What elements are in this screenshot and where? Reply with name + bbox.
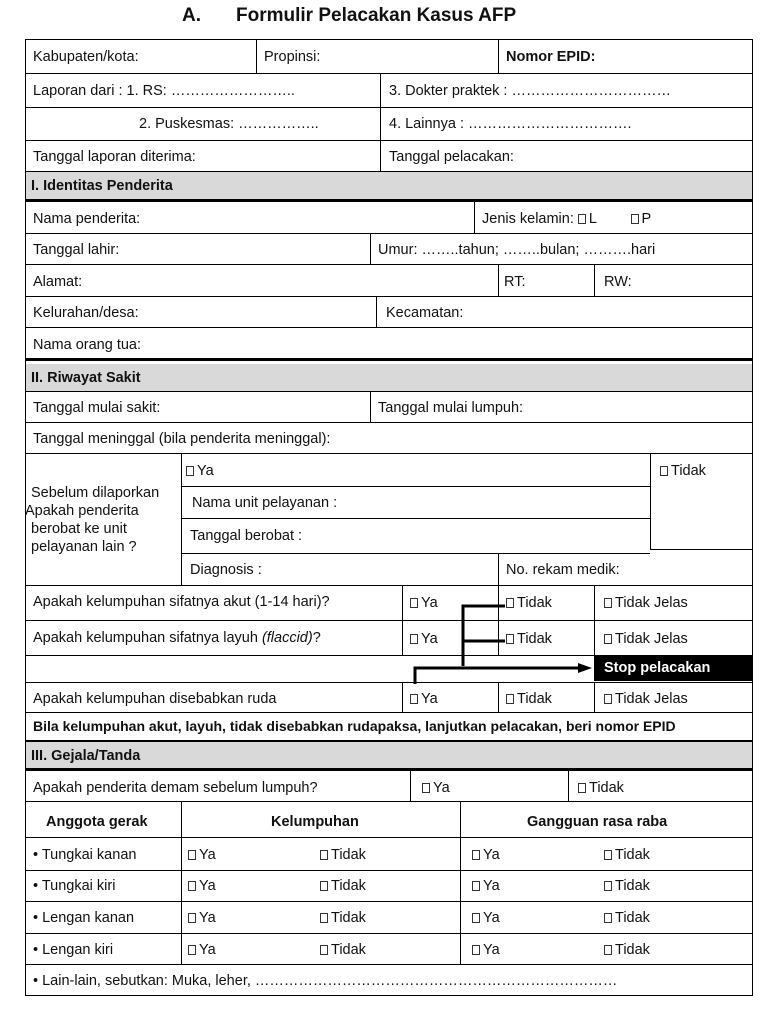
option-ya: Ya: [483, 942, 500, 958]
kelumpuhan-tidak[interactable]: [320, 877, 366, 895]
rasa-raba-tidak[interactable]: [604, 909, 650, 927]
rasa-raba-tidak[interactable]: [604, 941, 650, 959]
q-layuh-italic: (flaccid): [261, 630, 313, 646]
limb-label: [33, 941, 113, 959]
option-ya: Ya: [197, 463, 214, 479]
rasa-raba-ya[interactable]: [472, 909, 500, 927]
option-tidak: Tidak: [517, 631, 552, 647]
rasa-raba-ya[interactable]: [472, 846, 500, 864]
ruda-tidak-jelas[interactable]: [604, 690, 688, 708]
option-ya: Ya: [483, 910, 500, 926]
mulai-sakit-label: Tanggal mulai sakit:: [33, 400, 161, 416]
jenis-kelamin-group: [482, 210, 651, 228]
limb-name: Lengan kanan: [42, 910, 135, 926]
option-tidak: Tidak: [671, 463, 706, 479]
checkbox[interactable]: [186, 466, 194, 476]
checkbox[interactable]: [604, 913, 612, 923]
checkbox[interactable]: [188, 913, 196, 923]
option-tidak: Tidak: [331, 910, 366, 926]
tgl-laporan-label: Tanggal laporan diterima:: [33, 149, 196, 165]
puskesmas-field[interactable]: 2. Puskesmas: ……………..: [139, 116, 319, 132]
epid-note: Bila kelumpuhan akut, layuh, tidak disebabkan rudapaksa, lanjutkan pelacakan, beri nomor EPID: [33, 718, 676, 734]
option-tidak: Tidak: [331, 878, 366, 894]
section-2-title: II. Riwayat Sakit: [31, 370, 141, 386]
limb-label: [33, 909, 134, 927]
checkbox[interactable]: [604, 945, 612, 955]
berobat-ya-option[interactable]: [186, 462, 214, 480]
alamat-label: Alamat:: [33, 274, 83, 290]
checkbox[interactable]: [410, 598, 418, 608]
checkbox[interactable]: [320, 881, 328, 891]
checkbox[interactable]: [660, 466, 668, 476]
sebelum-line-1: Sebelum dilaporkan: [31, 485, 160, 501]
option-p: P: [641, 211, 652, 227]
option-ya: Ya: [483, 878, 500, 894]
checkbox[interactable]: [506, 694, 514, 704]
checkbox[interactable]: [472, 881, 480, 891]
q-akut: Apakah kelumpuhan sifatnya akut (1-14 hari)?: [33, 594, 330, 610]
demam-tidak[interactable]: [578, 779, 624, 797]
lain-lain-field[interactable]: [33, 972, 617, 990]
checkbox[interactable]: [422, 783, 430, 793]
option-tidak: Tidak: [615, 847, 650, 863]
kelumpuhan-ya[interactable]: [188, 877, 216, 895]
section-3-title: III. Gejala/Tanda: [31, 748, 141, 764]
col-kelumpuhan: Kelumpuhan: [271, 814, 359, 830]
option-tidak-jelas: Tidak Jelas: [615, 691, 688, 707]
option-ya: Ya: [199, 878, 216, 894]
option-ya: Ya: [433, 780, 450, 796]
checkbox-p[interactable]: [631, 214, 639, 224]
option-tidak: Tidak: [615, 910, 650, 926]
limb-name: Tungkai kanan: [41, 847, 137, 863]
rasa-raba-tidak[interactable]: [604, 846, 650, 864]
bullet: •: [33, 878, 39, 894]
tgl-berobat-label: Tanggal berobat :: [190, 528, 303, 544]
option-tidak-jelas: Tidak Jelas: [615, 595, 688, 611]
orang-tua-label: Nama orang tua:: [33, 337, 142, 353]
q-layuh: [33, 629, 321, 647]
tgl-lahir-label: Tanggal lahir:: [33, 242, 120, 258]
akut-tidak[interactable]: [506, 594, 552, 612]
layuh-ya[interactable]: [410, 630, 438, 648]
q-demam: Apakah penderita demam sebelum lumpuh?: [33, 780, 318, 796]
rasa-raba-ya[interactable]: [472, 941, 500, 959]
tgl-pelacakan-label: Tanggal pelacakan:: [389, 149, 514, 165]
option-ya: Ya: [421, 691, 438, 707]
q-layuh-suffix: ?: [312, 630, 321, 646]
rw-label: RW:: [604, 274, 632, 290]
option-tidak: Tidak: [517, 595, 552, 611]
checkbox[interactable]: [604, 634, 612, 644]
checkbox[interactable]: [472, 850, 480, 860]
page-title: Formulir Pelacakan Kasus AFP: [236, 5, 517, 26]
epid-label: Nomor EPID:: [506, 49, 596, 65]
checkbox[interactable]: [604, 881, 612, 891]
checkbox[interactable]: [604, 694, 612, 704]
kelumpuhan-tidak[interactable]: [320, 909, 366, 927]
q-layuh-text: Apakah kelumpuhan sifatnya layuh: [33, 630, 262, 646]
rekam-medik-label: No. rekam medik:: [506, 562, 620, 578]
option-tidak: Tidak: [615, 942, 650, 958]
q-ruda: Apakah kelumpuhan disebabkan ruda: [33, 691, 277, 707]
bullet: •: [33, 942, 39, 958]
ruda-ya[interactable]: [410, 690, 438, 708]
kabupaten-label: Kabupaten/kota:: [33, 49, 139, 65]
kelumpuhan-tidak[interactable]: [320, 846, 366, 864]
akut-ya[interactable]: [410, 594, 438, 612]
option-ya: Ya: [199, 847, 216, 863]
bullet: •: [33, 910, 39, 926]
checkbox[interactable]: [320, 850, 328, 860]
option-tidak: Tidak: [517, 691, 552, 707]
rt-label: RT:: [504, 274, 526, 290]
limb-label: [33, 877, 115, 895]
rasa-raba-ya[interactable]: [472, 877, 500, 895]
checkbox[interactable]: [604, 598, 612, 608]
layuh-tidak[interactable]: [506, 630, 552, 648]
checkbox[interactable]: [320, 945, 328, 955]
diagnosis-label: Diagnosis :: [190, 562, 262, 578]
rasa-raba-tidak[interactable]: [604, 877, 650, 895]
lain-lain-text: Lain-lain, sebutkan: Muka, leher, …………………………………………………………………: [42, 973, 618, 989]
ruda-tidak[interactable]: [506, 690, 552, 708]
unit-pelayanan-label: Nama unit pelayanan :: [192, 495, 338, 511]
checkbox[interactable]: [472, 913, 480, 923]
option-tidak: Tidak: [589, 780, 624, 796]
option-tidak: Tidak: [615, 878, 650, 894]
nama-penderita-label: Nama penderita:: [33, 211, 141, 227]
kelumpuhan-ya[interactable]: [188, 846, 216, 864]
limb-name: Lengan kiri: [42, 942, 114, 958]
checkbox[interactable]: [188, 881, 196, 891]
section-1-title: I. Identitas Penderita: [31, 178, 173, 194]
bullet: •: [33, 973, 39, 989]
layuh-tidak-jelas[interactable]: [604, 630, 688, 648]
option-ya: Ya: [199, 910, 216, 926]
col-anggota-gerak: Anggota gerak: [46, 814, 148, 830]
sebelum-line-4: pelayanan lain ?: [31, 539, 137, 555]
checkbox[interactable]: [188, 945, 196, 955]
jenis-kelamin-label: Jenis kelamin:: [482, 211, 574, 227]
option-tidak: Tidak: [331, 847, 366, 863]
checkbox[interactable]: [604, 850, 612, 860]
meninggal-label: Tanggal meninggal (bila penderita meninggal):: [33, 431, 331, 447]
checkbox[interactable]: [506, 598, 514, 608]
sebelum-line-2: Apakah penderita: [25, 503, 139, 519]
title-number: A.: [182, 5, 201, 26]
checkbox-l[interactable]: [578, 214, 586, 224]
kelurahan-label: Kelurahan/desa:: [33, 305, 139, 321]
kelumpuhan-ya[interactable]: [188, 909, 216, 927]
umur-field[interactable]: Umur: ……..tahun; ……..bulan; ……….hari: [378, 242, 656, 258]
checkbox[interactable]: [410, 634, 418, 644]
checkbox[interactable]: [506, 634, 514, 644]
option-ya: Ya: [199, 942, 216, 958]
demam-ya[interactable]: [422, 779, 450, 797]
checkbox[interactable]: [320, 913, 328, 923]
limb-label: [33, 846, 136, 864]
option-ya: Ya: [483, 847, 500, 863]
bullet: •: [33, 847, 39, 863]
propinsi-label: Propinsi:: [264, 49, 321, 65]
checkbox[interactable]: [410, 694, 418, 704]
option-tidak-jelas: Tidak Jelas: [615, 631, 688, 647]
checkbox[interactable]: [188, 850, 196, 860]
stop-label: Stop pelacakan: [604, 660, 711, 676]
laporan-rs-field[interactable]: Laporan dari : 1. RS: ……………………..: [33, 83, 295, 99]
option-ya: Ya: [421, 631, 438, 647]
akut-tidak-jelas[interactable]: [604, 594, 688, 612]
sebelum-line-3: berobat ke unit: [31, 521, 127, 537]
berobat-tidak-option[interactable]: [660, 462, 706, 480]
checkbox[interactable]: [472, 945, 480, 955]
option-l: L: [588, 211, 597, 227]
col-gangguan-rasa-raba: Gangguan rasa raba: [527, 814, 668, 830]
limb-name: Tungkai kiri: [41, 878, 116, 894]
lainnya-field[interactable]: 4. Lainnya : …………………………….: [389, 116, 632, 132]
kelumpuhan-tidak[interactable]: [320, 941, 366, 959]
mulai-lumpuh-label: Tanggal mulai lumpuh:: [378, 400, 524, 416]
option-tidak: Tidak: [331, 942, 366, 958]
dokter-field[interactable]: 3. Dokter praktek : ……………………………: [389, 83, 671, 99]
checkbox[interactable]: [578, 783, 586, 793]
option-ya: Ya: [421, 595, 438, 611]
kelumpuhan-ya[interactable]: [188, 941, 216, 959]
kecamatan-label: Kecamatan:: [386, 305, 464, 321]
